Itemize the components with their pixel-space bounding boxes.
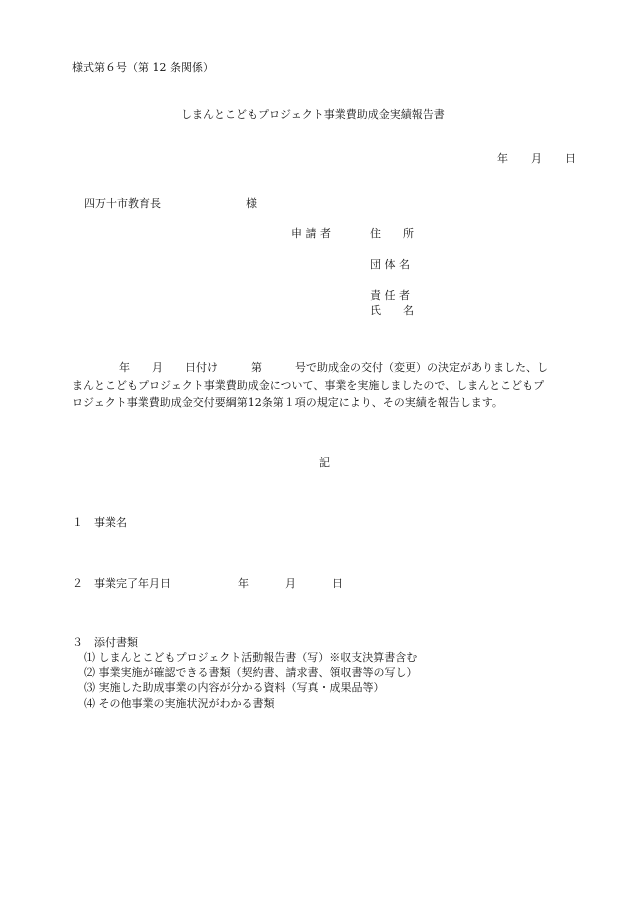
ki-heading: 記 (319, 456, 330, 469)
item-2-month: 月 (285, 577, 296, 590)
organization-label: 団 体 名 (370, 258, 410, 271)
item-2-year: 年 (238, 577, 249, 590)
date-year-label: 年 (497, 152, 508, 165)
body-line-2: まんとこどもプロジェクト事業費助成金について、事業を実施しましたので、しまんとこどもプ (72, 378, 545, 392)
date-day-label: 日 (565, 152, 576, 165)
attachment-2: ⑵ 事業実施が確認できる書類（契約書、請求書、領収書等の写し） (84, 666, 418, 679)
address-label: 住 所 (370, 227, 414, 240)
item-1-project-name: １ 事業名 (72, 516, 127, 529)
addressee-name: 四万十市教育長 (84, 197, 161, 210)
attachment-4: ⑷ その他事業の実施状況がわかる書類 (84, 697, 275, 710)
attachment-1: ⑴ しまんとこどもプロジェクト活動報告書（写）※収支決算書含む (84, 651, 418, 664)
applicant-label: 申 請 者 (291, 227, 331, 240)
form-number: 様式第６号（第 12 条関係） (72, 61, 214, 74)
item-2-day: 日 (332, 577, 343, 590)
attachment-3: ⑶ 実施した助成事業の内容が分かる資料（写真・成果品等） (84, 681, 385, 694)
representative-label: 責 任 者 (370, 289, 410, 302)
name-label: 氏 名 (370, 304, 414, 317)
document-title: しまんとこどもプロジェクト事業費助成金実績報告書 (181, 108, 445, 121)
report-body (72, 359, 572, 412)
body-line-3: ロジェクト事業費助成金交付要綱第12条第１項の規定により、その実績を報告します。 (72, 396, 503, 409)
date-month-label: 月 (531, 152, 542, 165)
item-3-attachments: ３ 添付書類 (72, 636, 138, 649)
item-2-completion-date: ２ 事業完了年月日 (72, 577, 171, 590)
body-line-1: 年 月 日付け 第 号で助成金の交付（変更）の決定がありました、し (119, 361, 548, 374)
addressee-honorific: 様 (246, 197, 257, 210)
